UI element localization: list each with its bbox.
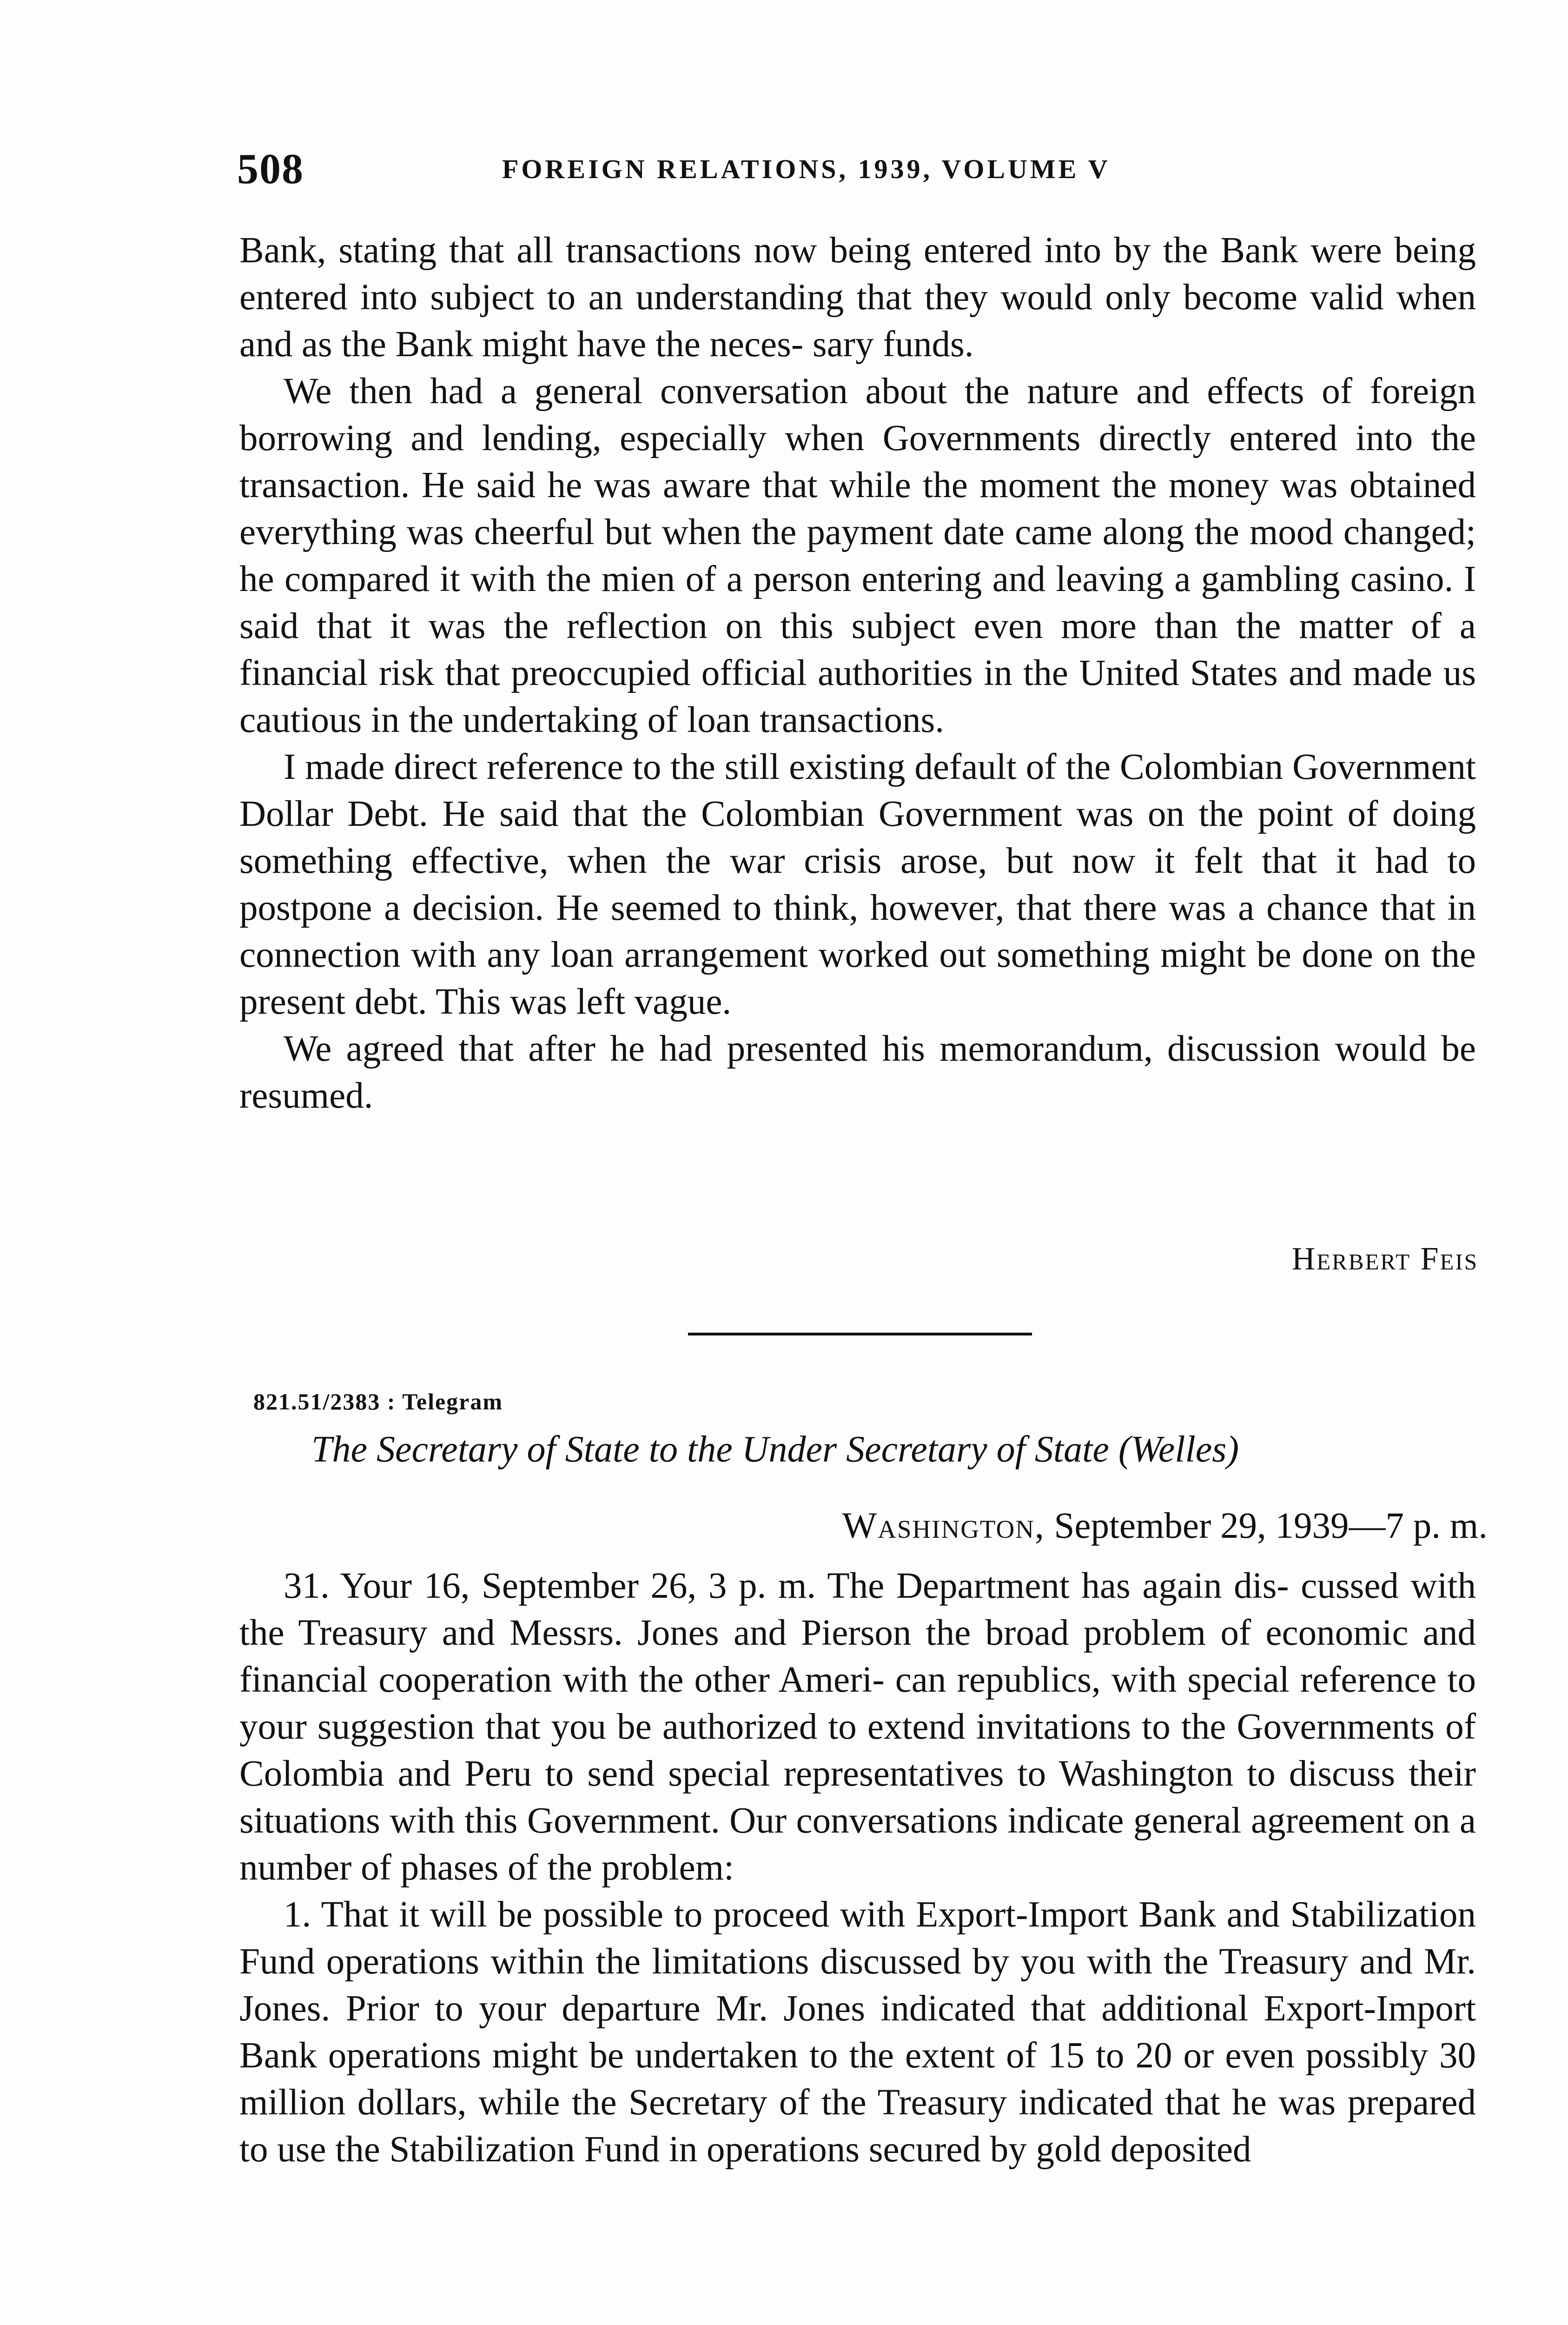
telegram-text xyxy=(239,1562,1476,2173)
continuation-paragraph: We agreed that after he had presented his memorandum, discussion would be resumed. xyxy=(239,1029,1476,1116)
section-divider xyxy=(688,1333,1032,1335)
document-title: The Secretary of State to the Under Secretary of State (Welles) xyxy=(311,1429,1239,1470)
signature: Herbert Feis xyxy=(1291,1241,1478,1277)
telegram-paragraph: 1. That it will be possible to proceed with Export-Import Bank and Stabilization Fund operations within the limitations discussed by you with the Treasury and Mr. Jones. Prior to your departure Mr. Jones indicated that additional Export-Import Bank operations might be undertaken to the extent of 15 to 20 or even possibly 30 million dollars, while the Secretary of the Treasury indicated that he was prepared to use the Stabilization Fund in operations secured by gold deposited xyxy=(239,1894,1476,2170)
continuation-paragraph: We then had a general conversation about the nature and effects of foreign borrowing and lending, especially when Governments directly entered into the transaction. He said he was aware that while the moment the money was obtained everything was cheerful but when the payment date came along the mood changed; he compared it with the mien of a person entering and leaving a gambling casino. I said that it was the reflection on this subject even more than the matter of a financial risk that preoccupied official authorities in the United States and made us cautious in the undertaking of loan transactions. xyxy=(239,371,1476,740)
continuation-paragraph: I made direct reference to the still existing default of the Colombian Government Dollar Debt. He said that the Colombian Government was on the point of doing something effective, when the war crisis arose, but now it felt that it had to postpone a decision. He seemed to think, however, that there was a chance that in connection with any loan arrangement worked out something might be done on the present debt. This was left vague. xyxy=(239,747,1476,1022)
page-number: 508 xyxy=(237,145,304,193)
dateline xyxy=(707,1505,1488,1547)
dateline-place: Washington, xyxy=(842,1506,1045,1546)
page-header xyxy=(237,144,1213,195)
telegram-paragraph: 31. Your 16, September 26, 3 p. m. The Department has again dis- cussed with the Treasury and Messrs. Jones and Pierson the broad problem of economic and financial cooperation with the other Ameri- can republics, with special reference to your suggestion that you be authorized to extend invitations to the Governments of Colombia and Peru to send special representatives to Washington to discuss their situations with this Government. Our conversations indicate general agreement on a number of phases of the problem: xyxy=(239,1566,1476,1888)
continuation-text xyxy=(239,227,1476,1119)
continuation-paragraph: Bank, stating that all transactions now being entered into by the Bank were being entered into subject to an understanding that they would only become valid when and as the Bank might have the neces- sary funds. xyxy=(239,230,1476,365)
running-title: FOREIGN RELATIONS, 1939, VOLUME V xyxy=(502,154,1111,184)
file-reference: 821.51/2383 : Telegram xyxy=(253,1388,503,1415)
dateline-date: September 29, 1939—7 p. m. xyxy=(1054,1506,1488,1546)
